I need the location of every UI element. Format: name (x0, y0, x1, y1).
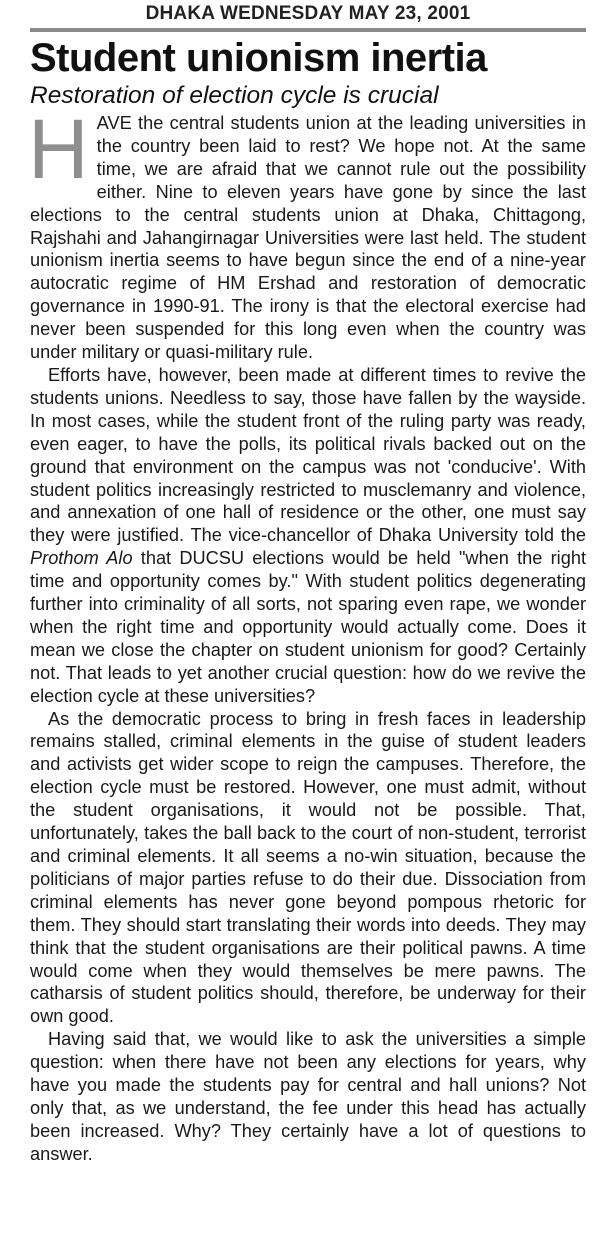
paragraph-2-text-b: that DUCSU elections would be held "when the right time and opportunity comes by." With student politics degenerating further into criminality of all sorts, not sparing even rape, we wonder when the right time and opportunity would actually come. Does it mean we close the chapter on student unionism for good? Certainly not. That leads to yet another crucial question: how do we revive the election cycle at these universities? (30, 548, 586, 706)
dateline: DHAKA WEDNESDAY MAY 23, 2001 (145, 3, 471, 24)
header-rule (30, 28, 586, 32)
paragraph-2-text-a: Efforts have, however, been made at different times to revive the students unions. Needless to say, those have fallen by the wayside. In most cases, while the student front of the ruling party was ready, even eager, to have the polls, its political rivals backed out on the ground that environment on the campus was not 'conducive'. With student politics increasingly restricted to musclemanry and violence, and annexation of one hall of residence or the other, one must say they were justified. The vice-chancellor of Dhaka University told the (30, 364, 586, 546)
newspaper-name: Prothom Alo (30, 548, 133, 569)
headline: Student unionism inertia (30, 36, 487, 80)
paragraph-2 (30, 364, 586, 708)
subheadline: Restoration of election cycle is crucial (30, 82, 439, 109)
paragraph-3: As the democratic process to bring in fresh faces in leadership remains stalled, criminal elements in the guise of student leaders and activists get wider scope to reign the campuses. Therefore, the election cycle must be restored. However, one must admit, without the student organisations, it would not be possible. That, unfortunately, takes the ball back to the court of non-student, terrorist and criminal elements. It all seems a no-win situation, because the politicians of major parties refuse to do their due. Dissociation from criminal elements has never gone beyond pompous rhetoric for them. They should start translating their words into deeds. They may think that the student organisations are their political pawns. A time would come when they would themselves be mere pawns. The catharsis of student politics should, therefore, be underway for their own good. (30, 708, 586, 1027)
drop-cap: H (28, 102, 89, 196)
newspaper-editorial (30, 0, 586, 1252)
paragraph-1 (28, 102, 586, 364)
article-body (28, 102, 586, 1166)
paragraph-1-text: AVE the central students union at the leading universities in the country been laid to rest? We hope not. At the same time, we are afraid that we cannot rule out the possibility either. Nine to eleven years have gone by since the last elections to the central students union at Dhaka, Chittagong, Rajshahi and Jahangirnagar Universities were last held. The student unionism inertia seems to have begun since the end of a nine-year autocratic regime of HM Ershad and restoration of democratic governance in 1990-91. The irony is that the electoral exercise had never been suspended for this long even when the country was under military or quasi-military rule. (30, 113, 586, 363)
paragraph-4: Having said that, we would like to ask the universities a simple question: when there have not been any elections for years, why have you made the students pay for central and hall unions? Not only that, as we understand, the fee under this head has actually been increased. Why? They certainly have a lot of questions to answer. (30, 1029, 586, 1164)
